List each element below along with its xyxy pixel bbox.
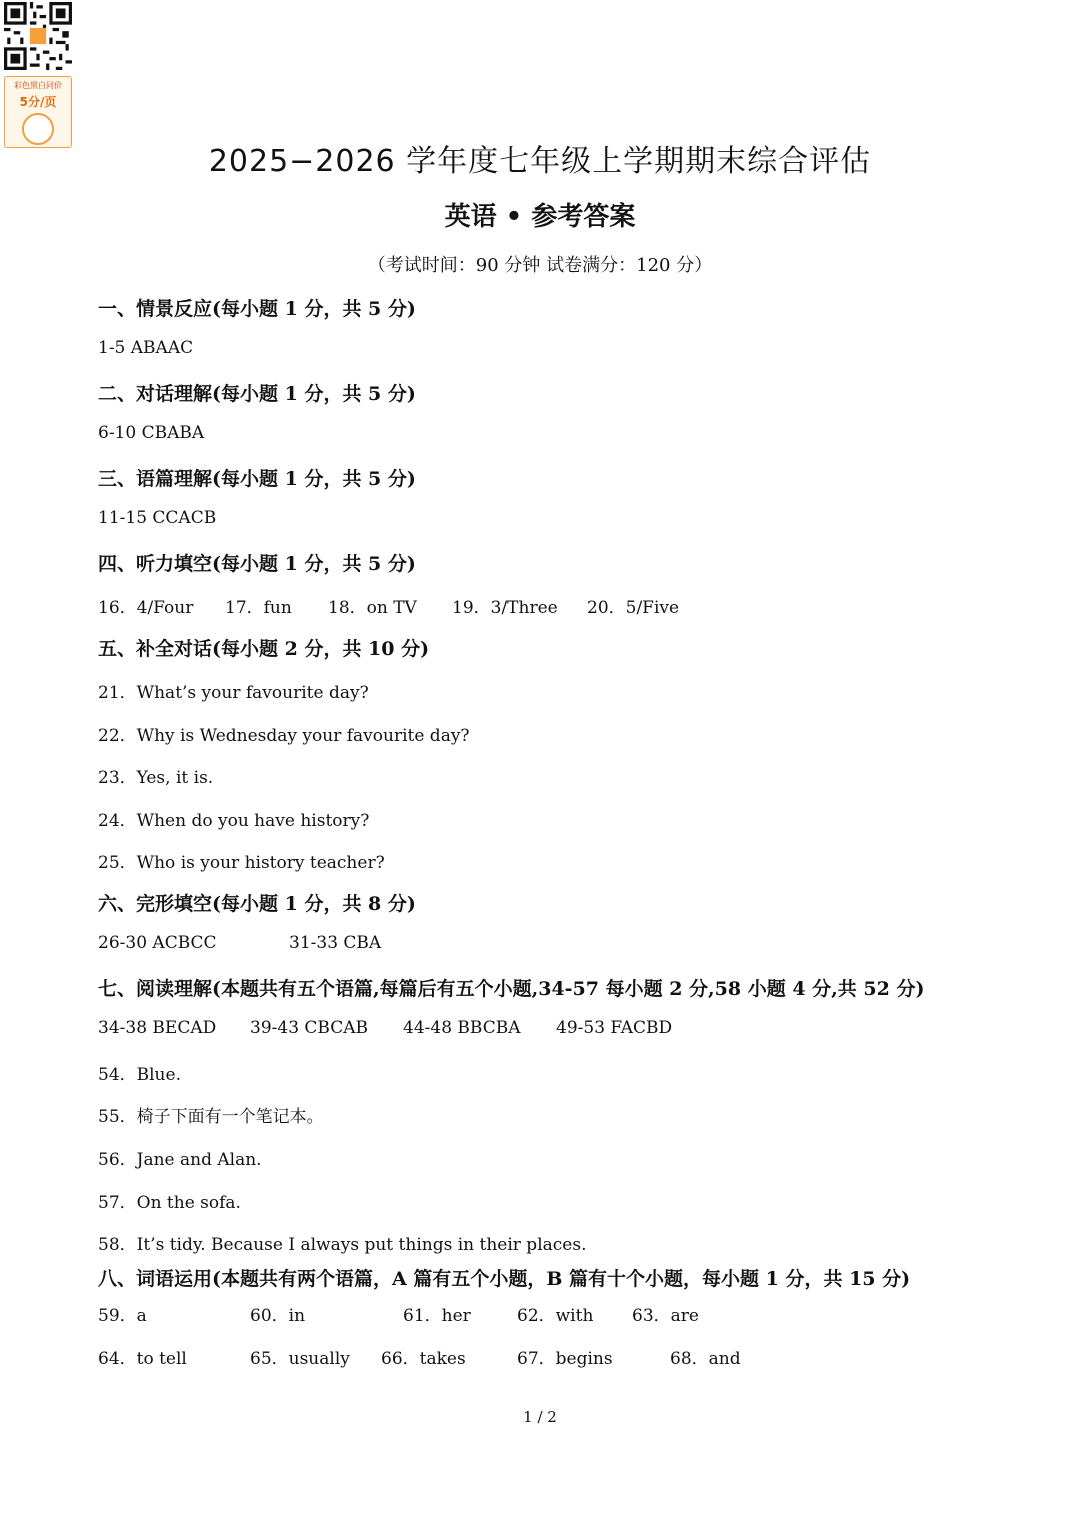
promo-price: 5分/页 xyxy=(19,95,57,109)
answer-line: 6-10 CBABA xyxy=(98,423,205,443)
answer-item: 17．fun xyxy=(225,598,292,618)
answer-item: 31-33 CBA xyxy=(289,933,382,953)
answer-item: 62．with xyxy=(517,1306,594,1326)
answer-item: 63．are xyxy=(632,1306,699,1326)
qr-code-icon[interactable] xyxy=(4,2,72,70)
answer-line: 57．On the sofa. xyxy=(98,1193,241,1213)
answer-item: 44-48 BBCBA xyxy=(403,1018,521,1038)
page-subtitle: 英语 • 参考答案 xyxy=(444,202,636,232)
answer-line: 58．It’s tidy. Because I always put things in their places. xyxy=(98,1235,587,1255)
answer-item: 64．to tell xyxy=(98,1349,187,1369)
answer-item: 65．usually xyxy=(250,1349,350,1369)
answer-line: 54．Blue. xyxy=(98,1065,181,1085)
answer-item: 60．in xyxy=(250,1306,306,1326)
answer-line: 22．Why is Wednesday your favourite day? xyxy=(98,726,470,746)
answer-line: 11-15 CCACB xyxy=(98,508,217,528)
answer-item: 19．3/Three xyxy=(452,598,558,618)
answer-item: 66．takes xyxy=(381,1349,466,1369)
answer-item: 16．4/Four xyxy=(98,598,194,618)
section-heading: 四、听力填空(每小题 1 分，共 5 分) xyxy=(98,553,416,575)
answer-item: 39-43 CBCAB xyxy=(250,1018,369,1038)
answer-line: 23．Yes, it is. xyxy=(98,768,214,788)
answer-line: 21．What’s your favourite day? xyxy=(98,683,369,703)
page-title: 2025−2026 学年度七年级上学期期末综合评估 xyxy=(208,144,872,179)
section-heading: 五、补全对话(每小题 2 分，共 10 分) xyxy=(98,638,430,660)
page-number: 1 / 2 xyxy=(523,1408,557,1426)
answer-item: 20．5/Five xyxy=(587,598,680,618)
answer-line: 56．Jane and Alan. xyxy=(98,1150,262,1170)
answer-line: 24．When do you have history? xyxy=(98,811,370,831)
promo-text: 彩色黑白同价 xyxy=(14,81,62,90)
answer-item: 68．and xyxy=(670,1349,741,1369)
exam-info: （考试时间：90 分钟 试卷满分：120 分） xyxy=(367,255,713,276)
section-heading: 八、词语运用(本题共有两个语篇，A 篇有五个小题，B 篇有十个小题，每小题 1 分，共 15 分) xyxy=(98,1268,911,1290)
section-heading: 七、阅读理解(本题共有五个语篇,每篇后有五个小题,34-57 每小题 2 分,58 小题 4 分,共 52 分) xyxy=(98,978,925,1000)
answer-item: 67．begins xyxy=(517,1349,613,1369)
answer-item: 61．her xyxy=(403,1306,471,1326)
section-heading: 六、完形填空(每小题 1 分，共 8 分) xyxy=(98,893,416,915)
answer-item: 18．on TV xyxy=(328,598,417,618)
answer-item: 34-38 BECAD xyxy=(98,1018,217,1038)
section-heading: 一、情景反应(每小题 1 分，共 5 分) xyxy=(98,298,416,320)
answer-line: 1-5 ABAAC xyxy=(98,338,194,358)
answer-line: 25．Who is your history teacher? xyxy=(98,853,385,873)
answer-item: 49-53 FACBD xyxy=(556,1018,673,1038)
answer-line: 55．椅子下面有一个笔记本。 xyxy=(98,1107,324,1127)
answer-item: 26-30 ACBCC xyxy=(98,933,217,953)
section-heading: 三、语篇理解(每小题 1 分，共 5 分) xyxy=(98,468,416,490)
qr-badge[interactable] xyxy=(4,2,74,148)
answer-item: 59．a xyxy=(98,1306,147,1326)
section-heading: 二、对话理解(每小题 1 分，共 5 分) xyxy=(98,383,416,405)
